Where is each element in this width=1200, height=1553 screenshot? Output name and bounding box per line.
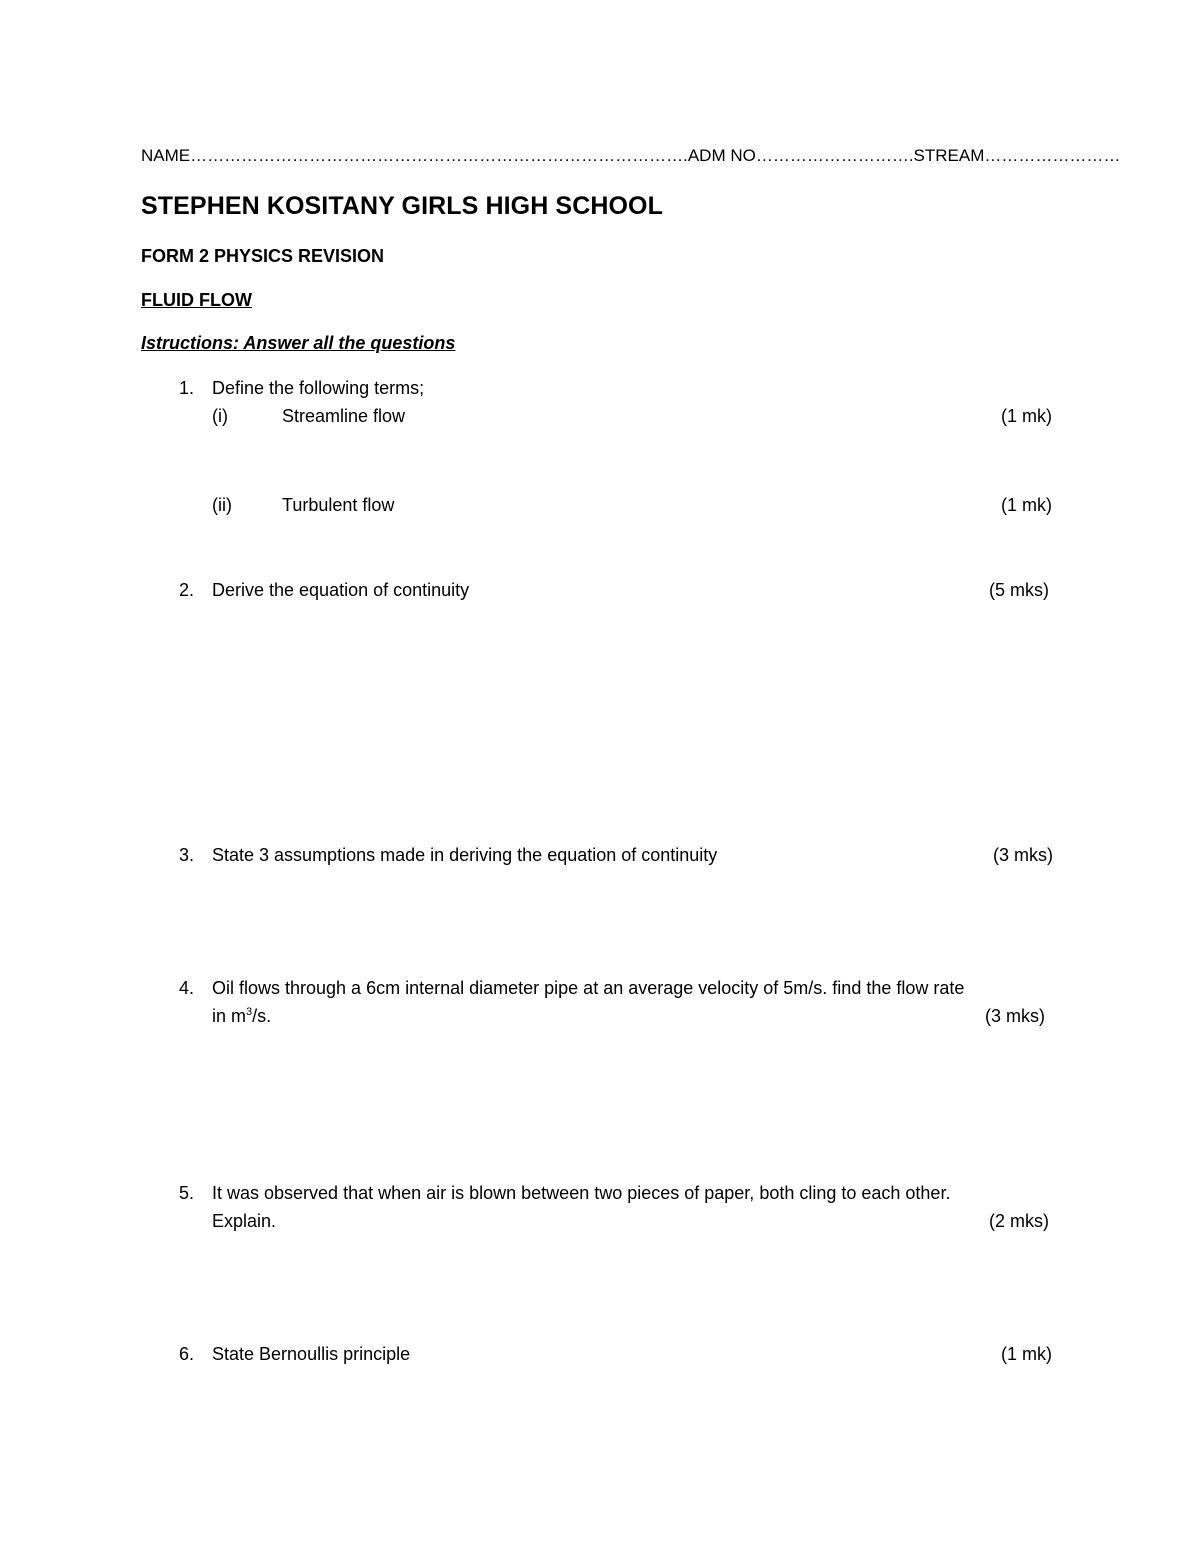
marks-label: (3 mks) — [985, 1006, 1045, 1026]
question-number: 3. — [178, 845, 194, 865]
topic-heading: FLUID FLOW — [141, 290, 252, 310]
part-label: (ii) — [212, 495, 232, 515]
question-text: Oil flows through a 6cm internal diameter pipe at an average velocity of 5m/s. find the flow rate — [212, 978, 965, 998]
subtitle: FORM 2 PHYSICS REVISION — [141, 246, 385, 266]
question-number: 1. — [178, 378, 194, 398]
question-text: It was observed that when air is blown between two pieces of paper, both cling to each other. — [212, 1183, 951, 1203]
question-number: 5. — [178, 1183, 194, 1203]
marks-label: (2 mks) — [989, 1211, 1049, 1231]
instructions: Istructions: Answer all the questions — [141, 333, 456, 353]
question-text: Define the following terms; — [212, 378, 425, 398]
marks-label: (1 mk) — [1001, 1344, 1052, 1364]
marks-label: (5 mks) — [989, 580, 1049, 600]
part-text: Streamline flow — [282, 406, 406, 426]
question-text: State Bernoullis principle — [212, 1344, 411, 1364]
student-details-line: NAME…………………………………………………………………………….ADM NO……………………….STREAM…………………… — [141, 146, 1121, 165]
question-number: 4. — [178, 978, 194, 998]
question-number: 2. — [178, 580, 194, 600]
question-text-part: in m — [212, 1006, 247, 1026]
marks-label: (3 mks) — [993, 845, 1053, 865]
marks-label: (1 mk) — [1001, 495, 1052, 515]
question-text-part: /s. — [252, 1006, 272, 1026]
question-text: State 3 assumptions made in deriving the equation of continuity — [212, 845, 718, 865]
marks-label: (1 mk) — [1001, 406, 1052, 426]
part-text: Turbulent flow — [282, 495, 395, 515]
question-number: 6. — [178, 1344, 194, 1364]
question-text: Derive the equation of continuity — [212, 580, 470, 600]
part-label: (i) — [212, 406, 228, 426]
school-name: STEPHEN KOSITANY GIRLS HIGH SCHOOL — [141, 192, 663, 220]
superscript: 3 — [246, 1006, 253, 1018]
question-text-line2: Explain. — [212, 1211, 277, 1231]
question-text-line2 — [212, 1006, 271, 1027]
